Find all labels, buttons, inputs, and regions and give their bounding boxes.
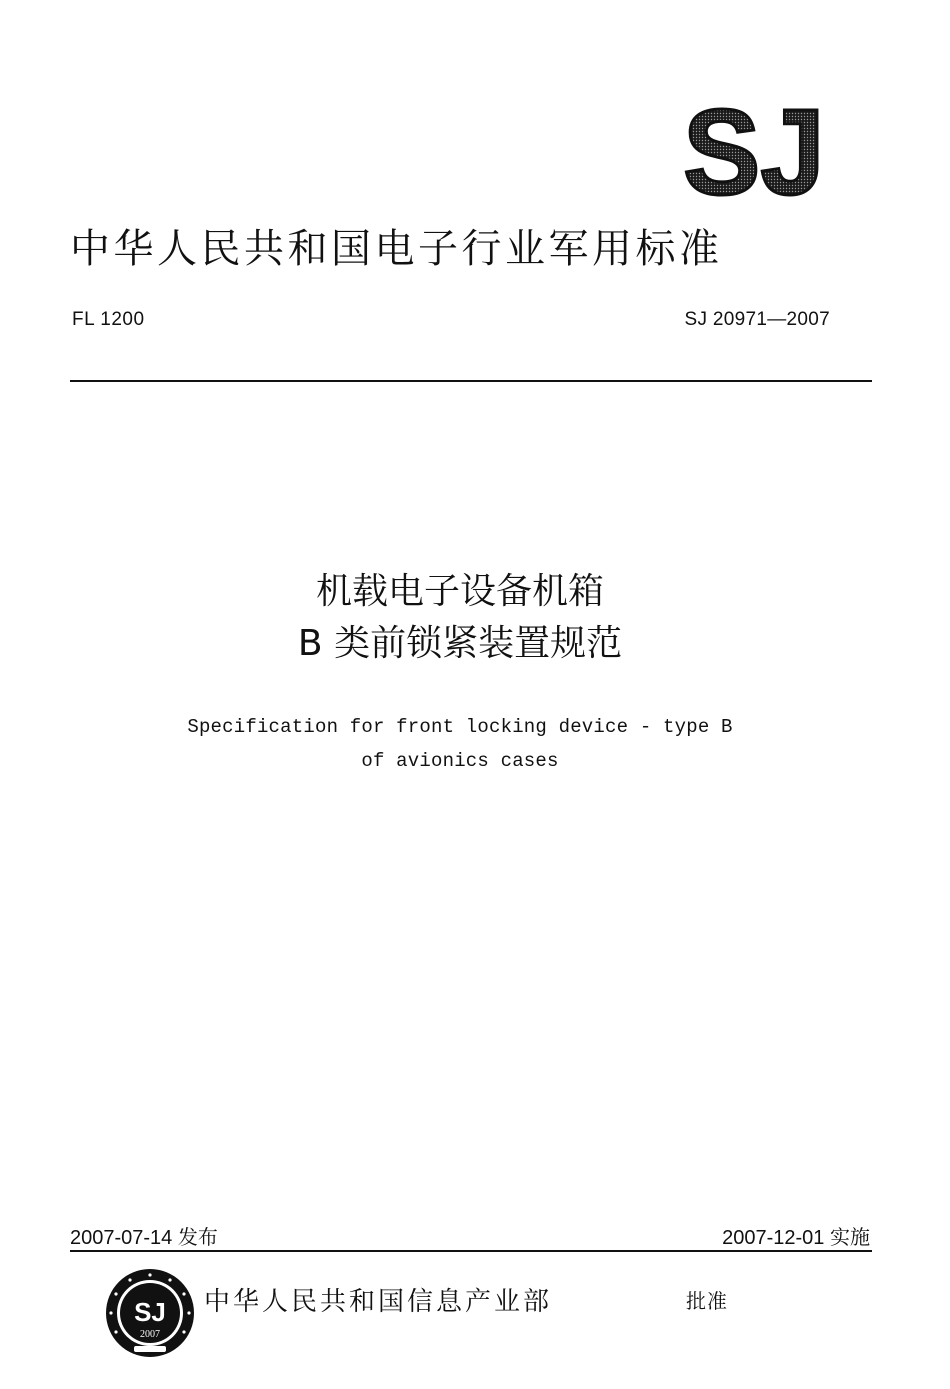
implementation-date: 2007-12-01 实施: [722, 1227, 870, 1249]
english-title: [0, 710, 920, 778]
standard-number: SJ 20971—2007: [684, 309, 830, 330]
approving-authority: 中华人民共和国信息产业部: [204, 1287, 553, 1317]
classification-code: FL 1200: [72, 309, 145, 330]
approval-label: 批准: [686, 1289, 728, 1313]
sj-logo-text: SJ: [683, 100, 825, 200]
chinese-title-line-2: B 类前锁紧装置规范: [297, 623, 623, 664]
chinese-title-line-1: 机载电子设备机箱: [315, 571, 604, 612]
seal-logo-text: SJ: [134, 1297, 166, 1327]
ministry-seal-icon: [104, 1267, 196, 1359]
seal-year: 2007: [140, 1329, 160, 1340]
header-divider: [70, 380, 872, 382]
footer-divider: [70, 1250, 872, 1252]
english-title-line-2: of avionics cases: [361, 750, 559, 772]
issue-date: 2007-07-14 发布: [70, 1227, 218, 1249]
english-title-line-1: Specification for front locking device - type B: [187, 716, 733, 738]
standard-category-title: 中华人民共和国电子行业军用标准: [70, 226, 723, 272]
sj-logo: [680, 100, 828, 200]
chinese-title: [0, 566, 920, 670]
